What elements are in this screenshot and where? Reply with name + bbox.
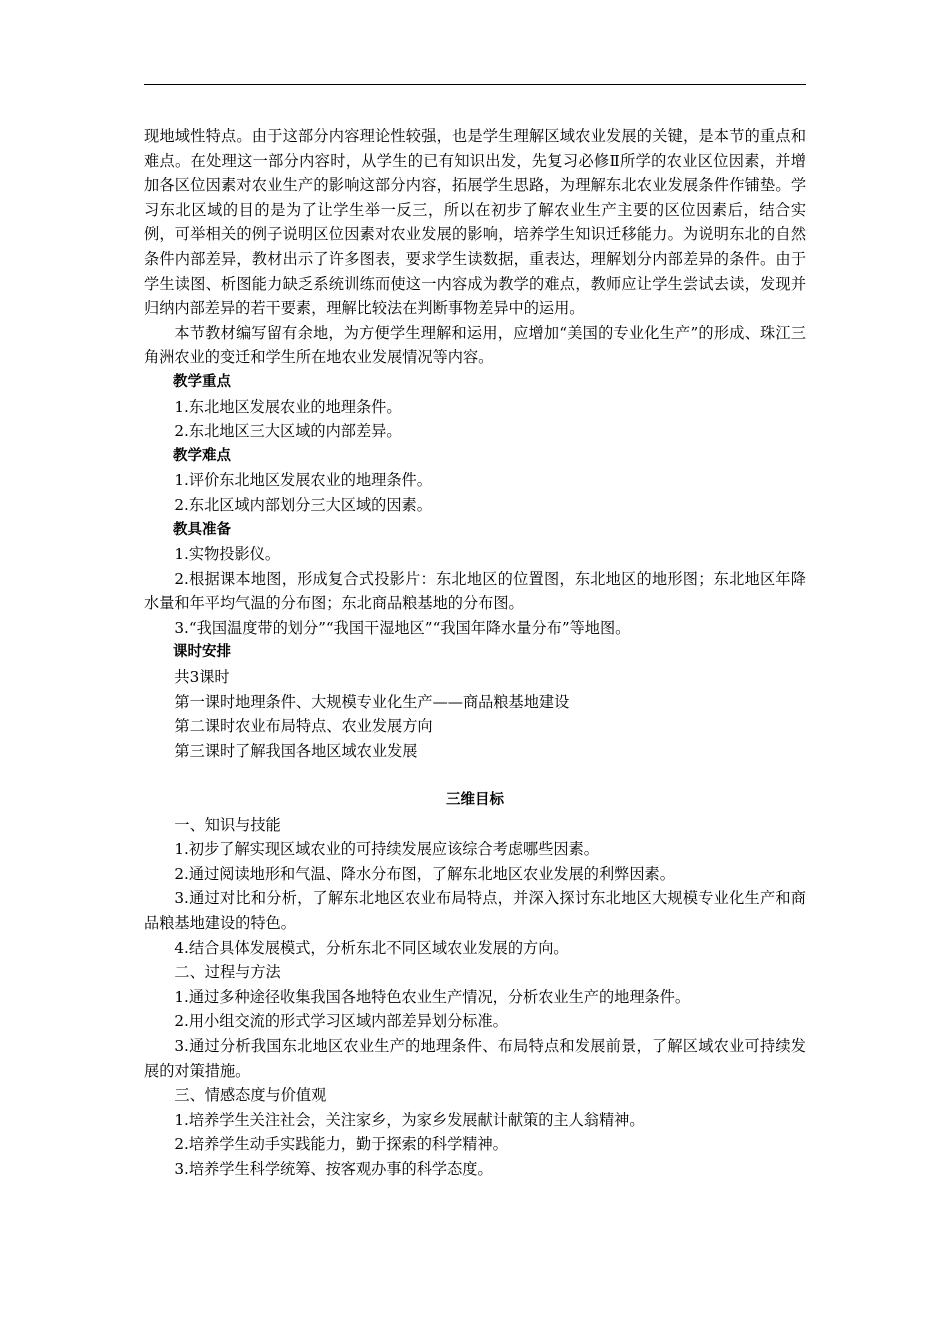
subsection-heading: 三、情感态度与价值观 [174, 1086, 327, 1105]
list-item: 1.评价东北地区发展农业的地理条件。 [174, 471, 432, 490]
list-item: 第三课时了解我国各地区域农业发展 [174, 741, 418, 760]
section-heading-teaching-difficulty: 教学难点 [173, 447, 231, 464]
document-body [144, 124, 806, 1182]
header-rule [144, 84, 806, 85]
list-item: 1.培养学生关注社会，关注家乡，为家乡发展献计献策的主人翁精神。 [174, 1110, 645, 1129]
intro-paragraph: 本节教材编写留有余地，为方便学生理解和运用，应增加“美国的专业化生产”的形成、珠江三角洲农业的变迁和学生所在地农业发展情况等内容。 [144, 323, 806, 367]
list-item: 2.东北地区三大区域的内部差异。 [174, 422, 402, 441]
list-item: 3.“我国温度带的划分”“我国干湿地区”“我国年降水量分布”等地图。 [174, 618, 631, 637]
list-item: 1.实物投影仪。 [174, 545, 281, 564]
list-item: 1.通过多种途径收集我国各地特色农业生产情况，分析农业生产的地理条件。 [174, 987, 691, 1006]
section-heading-teaching-focus: 教学重点 [173, 373, 231, 390]
section-heading-materials: 教具准备 [173, 521, 231, 538]
subsection-heading: 二、过程与方法 [174, 963, 281, 982]
intro-paragraph: 现地域性特点。由于这部分内容理论性较强，也是学生理解区域农业发展的关键，是本节的重点和难点。在处理这一部分内容时，从学生的已有知识出发，先复习必修Ⅱ所学的农业区位因素，并增加各区位因素对农业生产的影响这部分内容，拓展学生思路，为理解东北农业发展条件作铺垫。学习东北区域的目的是为了让学生举一反三，所以在初步了解农业生产主要的区位因素后，结合实例，可举相关的例子说明区位因素对农业发展的影响，培养学生知识迁移能力。为说明东北的自然条件内部差异，教材出示了许多图表，要求学生读数据，重表达，理解划分内部差异的条件。由于学生读图、析图能力缺乏系统训练而使这一内容成为教学的难点，教师应让学生尝试去读，发现并归纳内部差异的若干要素，理解比较法在判断事物差异中的运用。 [144, 127, 806, 318]
list-item: 2.东北区域内部划分三大区域的因素。 [174, 495, 432, 514]
list-item: 第二课时农业布局特点、农业发展方向 [174, 717, 433, 736]
list-item: 第一课时地理条件、大规模专业化生产——商品粮基地建设 [174, 692, 570, 711]
list-item: 3.培养学生科学统筹、按客观办事的科学态度。 [174, 1159, 493, 1178]
list-item: 2.通过阅读地形和气温、降水分布图，了解东北地区农业发展的利弊因素。 [174, 864, 675, 883]
list-item: 1.东北地区发展农业的地理条件。 [174, 397, 402, 416]
list-item: 1.初步了解实现区域农业的可持续发展应该综合考虑哪些因素。 [174, 840, 599, 859]
list-item: 2.根据课本地图，形成复合式投影片：东北地区的位置图，东北地区的地形图；东北地区年降水量和年平均气温的分布图；东北商品粮基地的分布图。 [144, 569, 806, 613]
list-item: 共3课时 [174, 668, 230, 687]
subsection-heading: 一、知识与技能 [174, 815, 281, 834]
objectives-title: 三维目标 [446, 792, 504, 809]
section-heading-schedule: 课时安排 [173, 644, 231, 661]
list-item: 4.结合具体发展模式，分析东北不同区域农业发展的方向。 [174, 938, 569, 957]
list-item: 3.通过对比和分析，了解东北地区农业布局特点，并深入探讨东北地区大规模专业化生产和商品粮基地建设的特色。 [144, 889, 806, 932]
list-item: 2.培养学生动手实践能力，勤于探索的科学精神。 [174, 1135, 508, 1154]
list-item: 3.通过分析我国东北地区农业生产的地理条件、布局特点和发展前景，了解区域农业可持续发展的对策措施。 [144, 1036, 806, 1080]
list-item: 2.用小组交流的形式学习区域内部差异划分标准。 [174, 1012, 508, 1031]
